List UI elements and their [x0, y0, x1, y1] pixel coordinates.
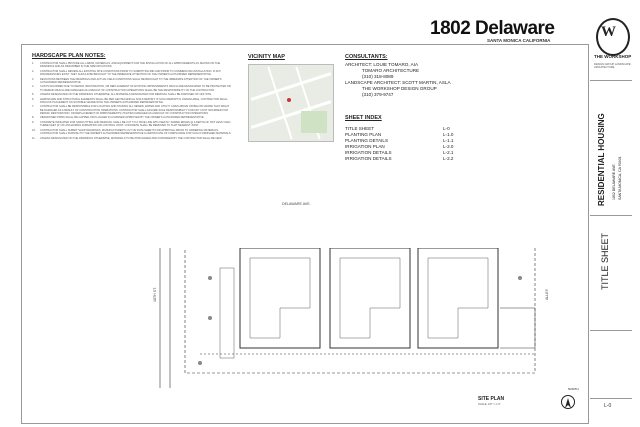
sheet-code: L-2.0 [443, 144, 454, 149]
hardscape-note [32, 121, 232, 128]
street-label-right: ALLEY [545, 288, 549, 300]
hardscape-note [32, 93, 232, 96]
sheet-code: L-0 [443, 126, 450, 131]
hardscape-heading: HARDSCAPE PLAN NOTES: [32, 53, 106, 59]
tree-symbol [518, 276, 522, 280]
sheet-number: L-0 [604, 403, 612, 409]
note-text: ABANDONED PIPES SHALL BE CAPPED OR PLUGGED IN A MANNER APPROVED BY THE OWNER'S AUTHORIZED REPRESENTATIVE. [40, 116, 205, 120]
hardscape-note [32, 129, 232, 136]
hardscape-note [32, 62, 232, 69]
note-number: 4. [32, 85, 35, 89]
site-plan-drawing [140, 248, 560, 388]
sheet-index-heading: SHEET INDEX [345, 115, 382, 121]
sheet-name: IRRIGATION DETAILS [345, 150, 392, 155]
note-number: 6. [32, 97, 35, 101]
hardscape-note [32, 85, 232, 92]
project-name: RESIDENTIAL HOUSING [597, 113, 606, 206]
sheet-name: IRRIGATION DETAILS [345, 156, 392, 161]
site-plan-scale: SCALE: 1/8" = 1'-0" [478, 403, 501, 406]
north-arrow-icon [561, 395, 575, 409]
driveway [500, 308, 535, 348]
note-number: 9. [32, 120, 35, 124]
note-number: 5. [32, 93, 35, 97]
consultant-line: (310) 379-9747 [362, 92, 394, 97]
hardscape-notes [32, 62, 232, 141]
logo-fine-print: DESIGN GROUP LANDSCAPE ARCHITECTURE [594, 63, 631, 69]
note-text: UNLESS DESIGNATED ON THE DRAWINGS OTHERWISE, ALL MATERIALS DESIGNATED FOR REMOVAL SHALL BE DISPOSED OF OFF SITE. [40, 93, 212, 97]
project-subtitle: SANTA MONICA CALIFORNIA [487, 38, 551, 43]
logo-name: THE WORKSHOP [594, 54, 632, 59]
sheet-code: L-2.2 [443, 156, 454, 161]
vicinity-heading: VICINITY MAP [248, 54, 285, 60]
note-number: 8. [32, 116, 35, 120]
sheet-title: TITLE SHEET [600, 232, 610, 290]
project-city: SANTA MONICA, CA 90404 [618, 156, 622, 200]
note-text: DEVIATIONS BETWEEN THE DRAWINGS AND ACTUAL FIELD CONDITIONS SHALL BE BROUGHT TO THE IMMEDIATE ATTENTION OF THE OWNER'S AUTHORIZED REPRESENTATIVE. [40, 77, 222, 84]
note-number: 3. [32, 77, 35, 81]
note-text: CONTRACTOR SHALL PROVIDE ALL LABOR, MATERIALS, AND EQUIPMENT FOR THE INSTALLATION OF ALL IMPROVEMENTS AS SHOWN ON THE DRAWINGS AND AS DESCRIBED IN THE SPECIFICATIONS. [40, 62, 221, 69]
tree-symbol [208, 276, 212, 280]
tree-symbol [208, 316, 212, 320]
title-block-divider [590, 330, 632, 331]
map-road [267, 67, 292, 140]
unit-interior [340, 258, 400, 338]
street-label-top: DELAWARE AVE. [282, 202, 311, 206]
title-block-divider [590, 398, 632, 399]
hardscape-note [32, 116, 232, 119]
consultant-line: THE WORKSHOP DESIGN GROUP [362, 86, 437, 91]
consultant-line: TOMARO ARCHITECTURE [362, 68, 420, 73]
sheet-code: L-1.0 [443, 132, 454, 137]
site-plan-label: SITE PLAN [478, 396, 505, 402]
sheet-name: IRRIGATION PLAN [345, 144, 385, 149]
sheet-index [345, 126, 545, 162]
note-text: UNLESS DESIGNATED ON THE DRAWINGS OTHERWISE, MATERIALS TO BE PURCHASED AND FURNISHED BY THE CONTRACTOR SHALL BE NEW. [40, 136, 223, 140]
logo-letter: W [601, 24, 616, 40]
note-text: COSTS INCURRED DUE TO REPAIR, RESTORATION, OR REPLACEMENT OF EXISTING IMPROVEMENTS WHICH ARE DESIGNATED TO BE PROTECTED OR TO REMAIN WHICH ARE DAMAGED AS A RESULT OF CONSTRUCTION OPERATIONS SHALL BE THE RESPONSIBILITY OF THE CONTRACTOR. [40, 85, 231, 92]
note-number: 7. [32, 105, 35, 109]
project-address: 1802 DELAWARE AVE. [612, 163, 616, 200]
unit-interior [428, 258, 488, 338]
consultant-line: (310) 318-8089 [362, 74, 394, 79]
sheet-code: L-1.1 [443, 138, 454, 143]
hardscape-note [32, 105, 232, 115]
map-park [301, 111, 327, 133]
sheet-code: L-2.1 [443, 150, 454, 155]
sheet-name: TITLE SHEET [345, 126, 375, 131]
note-text: CONTRACTOR SHALL BE RESPONSIBLE FOR LOCATING AND STAKING ALL SEWER, WATER AND UTILITY LINES ABOVE OR BELOW GRADE THAT MIGHT BE DAMAGED AS A RESULT OF CONSTRUCTION OPERATIONS. CONTRACTOR SHALL ASSUME SOLE RESPONSIBILITY FOR ANY COST INCURRED FOR REPAIR, RESTORATION, OR REPLACEMENT OF IMPROVEMENTS UTILITIES DAMAGED AS A RESULT OF CONSTRUCTION OPERATIONS. [40, 105, 230, 115]
note-text: CONCRETE INDICATED FOR SAWCUTTING AND REMOVAL SHALL BE CUT TO A TRUE LINE WITH NEATLY SAWED EDGES @ A DEPTH OF NOT LESS THAN THREE FEET (3') OF ANCHORING FORMATION OR CONTROL JOINT. CONCRETE SHALL BE REMOVED TO THAT NEAREST JOINT. [40, 120, 231, 128]
note-number: 2. [32, 69, 35, 73]
note-text: HARDSCAPE AND STRUCTURAL ELEMENTS SHALL BE PER GEOTECHNICAL SOILS REPORT. IF SUCH REPORT IS UNAVAILABLE, CONTRACTOR SHALL DISCUSS PLACEMENT ON SUITABLE GRADE WITH THE OWNER'S AUTHORIZED REPRESENTATIVE. [40, 97, 228, 104]
consultant-line: ARCHITECT: LOUIE TOMARO, AIA [345, 62, 419, 67]
hardscape-note [32, 98, 232, 105]
note-number: 1. [32, 62, 35, 65]
street-label-left: 18TH ST. [153, 287, 157, 302]
unit-interior [250, 258, 310, 338]
walkway [220, 268, 234, 358]
hardscape-note [32, 70, 232, 77]
note-text: CONTRACTOR SHALL REVIEW ALL EXISTING SITE CONDITIONS PRIOR TO SUBMITTING BID AND PRIOR TO COMMENCING INSTALLATION. IF ANY DISCREPANCIES EXIST, THEY SHOULD BE BROUGHT TO THE IMMEDIATE ATTENTION OF THE OWNER'S AUTHORIZED REPRESENTATIVE. [40, 69, 222, 77]
north-label: NORTH [568, 387, 579, 391]
sheet-name: PLANTING DETAILS [345, 138, 389, 143]
note-number: 11. [32, 136, 36, 140]
sheet-index-row [345, 156, 545, 162]
title-block-divider [590, 215, 632, 216]
tree-symbol [198, 361, 202, 365]
consultants-heading: CONSULTANTS: [345, 54, 388, 60]
hardscape-note [32, 137, 232, 140]
location-pin-icon [287, 98, 291, 102]
title-block-divider [590, 80, 632, 81]
map-road [251, 72, 332, 101]
firm-logo [594, 18, 632, 78]
consultant-line: LANDSCAPE ARCHITECT: SCOTT MARTIN, ASLA [345, 80, 451, 85]
hardscape-note [32, 78, 232, 85]
sheet-name: PLANTING PLAN [345, 132, 382, 137]
consultants-list [345, 62, 575, 98]
note-number: 10. [32, 128, 36, 132]
project-title: 1802 Delaware [430, 18, 555, 39]
vicinity-map [248, 64, 334, 142]
note-text: CONTRACTOR SHALL SUBMIT SHOP DRAWINGS, MANUFACTURER'S CUT OR DATA SHEETS FOR APPROVAL PRIOR TO ORDERING MATERIALS. CONTRACTOR SHALL FURNISH TO THE OWNER'S AUTHORIZED REPRESENTATIVE A CERTIFICATE OF COMPLIANCE FOR SUCH FURNISHED MATERIALS. [40, 128, 232, 136]
